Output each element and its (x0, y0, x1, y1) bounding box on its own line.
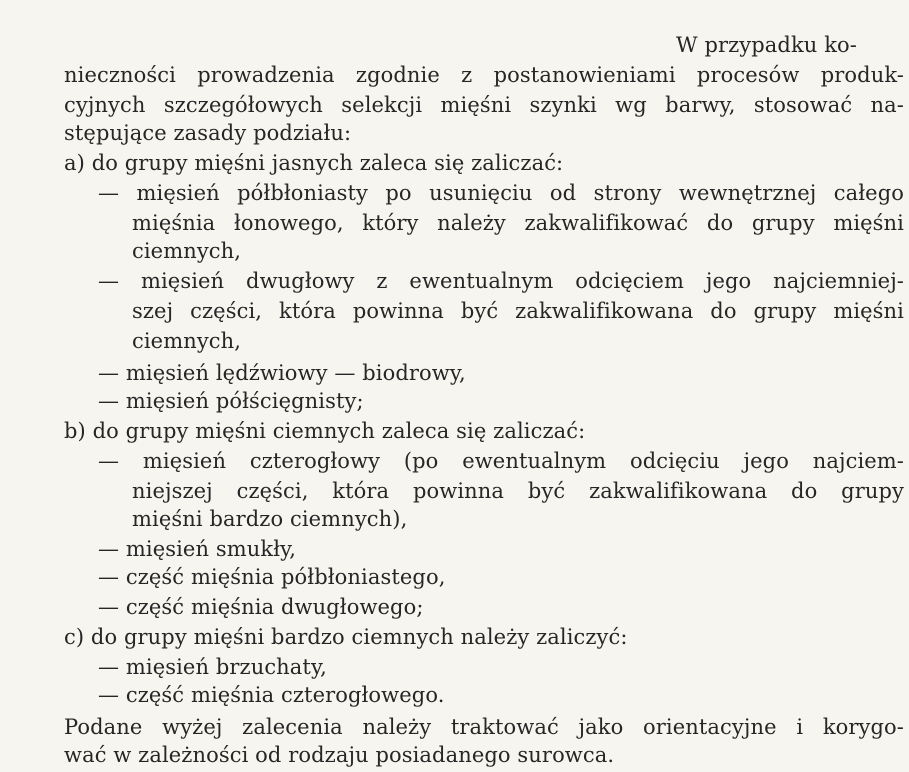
intro-line-4: stępujące zasady podziału: (64, 121, 352, 145)
group-a-item-2-line-1: — mięsień dwugłowy z ewentualnym odcięciem jego najciemniej- (98, 269, 904, 293)
group-b-item-1-line-1: — mięsień czterogłowy (po ewentualnym odcięciu jego najciem- (98, 449, 904, 473)
group-b-item-1-line-2: niejszej części, która powinna być zakwalifikowana do grupy (132, 479, 904, 503)
intro-line-1: W przypadku ko- (676, 33, 857, 57)
intro-line-3: cyjnych szczegółowych selekcji mięśni szynki wg barwy, stosować na- (64, 93, 904, 117)
group-b-item-4: — część mięśnia dwugłowego; (98, 595, 424, 619)
group-a-item-1-line-1: — mięsień półbłoniasty po usunięciu od strony wewnętrznej całego (98, 181, 904, 205)
group-a-item-1-line-3: ciemnych, (132, 239, 242, 263)
group-b-item-3: — część mięśnia półbłoniastego, (98, 565, 446, 589)
group-a-item-3: — mięsień lędźwiowy — biodrowy, (98, 361, 466, 385)
closing-line-1: Podane wyżej zalecenia należy traktować jako orientacyjne i korygo- (64, 715, 904, 739)
group-a-item-4: — mięsień półścięgnisty; (98, 389, 364, 413)
intro-line-2: nieczności prowadzenia zgodnie z postanowieniami procesów produk- (64, 63, 904, 87)
group-c-item-2: — część mięśnia czterogłowego. (98, 683, 445, 707)
group-a-header: a) do grupy mięśni jasnych zaleca się zaliczać: (64, 151, 564, 175)
group-a-item-1-line-2: mięśnia łonowego, który należy zakwalifikować do grupy mięśni (132, 211, 904, 235)
group-c-item-1: — mięsień brzuchaty, (98, 655, 327, 679)
closing-line-2: wać w zależności od rodzaju posiadanego surowca. (64, 743, 615, 767)
group-b-item-2: — mięsień smukły, (98, 537, 297, 561)
group-a-item-2-line-3: ciemnych, (132, 329, 242, 353)
group-c-header: c) do grupy mięśni bardzo ciemnych należy zaliczyć: (64, 625, 628, 649)
group-a-item-2-line-2: szej części, która powinna być zakwalifikowana do grupy mięśni (132, 299, 904, 323)
group-b-header: b) do grupy mięśni ciemnych zaleca się zaliczać: (64, 419, 586, 443)
group-b-item-1-line-3: mięśni bardzo ciemnych), (132, 507, 408, 531)
